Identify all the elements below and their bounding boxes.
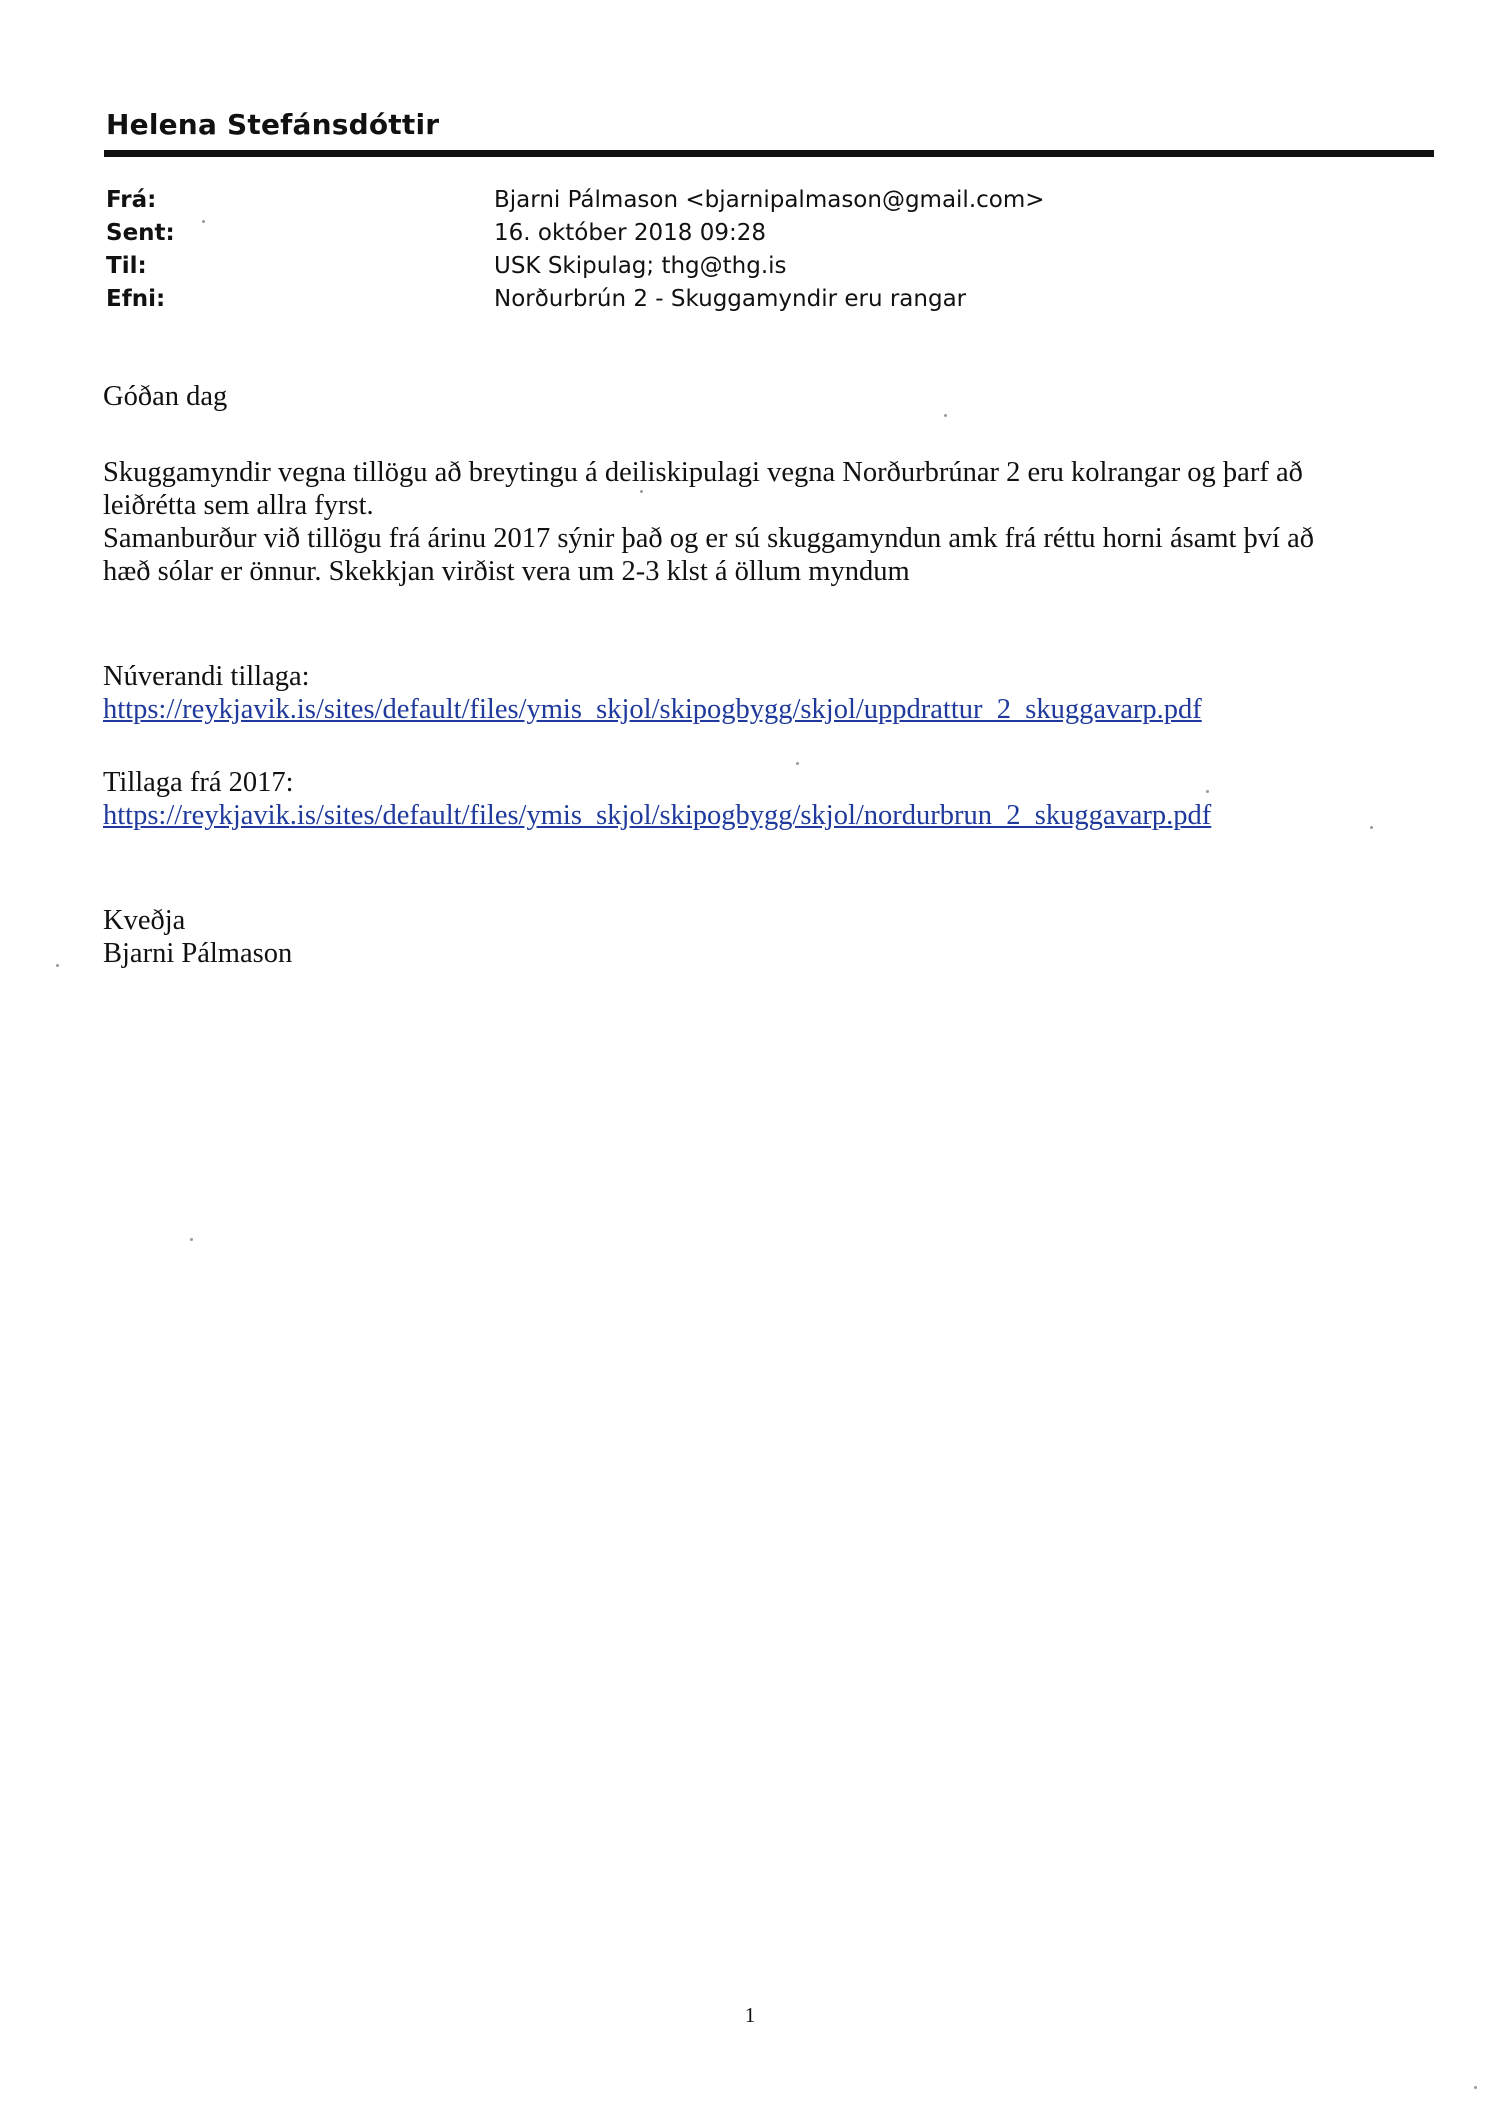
header-label-subject: Efni: [106,286,166,312]
header-row-from [106,184,1406,217]
signature: Bjarni Pálmason [103,938,293,969]
email-body [103,380,1423,970]
greeting: Góðan dag [103,381,228,412]
header-value-to: USK Skipulag; thg@thg.is [494,253,787,279]
header-label-sent: Sent: [106,220,175,246]
header-rule [104,150,1434,157]
page-number: 1 [744,2003,756,2027]
email-header-block [106,184,1406,316]
scan-speck [202,220,205,223]
scan-speck [1206,790,1209,793]
signoff: Kveðja [103,905,186,936]
scan-speck [796,762,799,765]
paragraph-2-line-1: Samanburður við tillögu frá árinu 2017 sýnir það og er sú skuggamyndun amk frá réttu horni ásamt því að [103,523,1314,554]
header-row-subject [106,283,1406,316]
scan-speck [1370,826,1373,829]
header-value-sent: 16. október 2018 09:28 [494,220,767,246]
header-row-to [106,250,1406,283]
scan-speck [1474,2086,1477,2089]
scan-speck [640,490,643,493]
header-label-to: Til: [106,253,147,279]
link-current-proposal[interactable]: https://reykjavik.is/sites/default/files/ymis_skjol/skipogbygg/skjol/uppdrattur_2_skuggavarp.pdf [103,694,1202,725]
mailbox-owner-name: Helena Stefánsdóttir [106,108,440,141]
scan-speck [56,964,59,967]
link-1-label: Núverandi tillaga: [103,661,310,692]
header-value-from: Bjarni Pálmason <bjarnipalmason@gmail.com> [494,187,1045,213]
paragraph-1-line-2: leiðrétta sem allra fyrst. [103,490,374,521]
header-label-from: Frá: [106,187,157,213]
link-2017-proposal[interactable]: https://reykjavik.is/sites/default/files/ymis_skjol/skipogbygg/skjol/nordurbrun_2_skuggavarp.pdf [103,800,1212,831]
paragraph-2-line-2: hæð sólar er önnur. Skekkjan virðist vera um 2-3 klst á öllum myndum [103,556,910,587]
scan-speck [190,1238,193,1241]
scan-speck [944,414,947,417]
paragraph-1-line-1: Skuggamyndir vegna tillögu að breytingu á deiliskipulagi vegna Norðurbrúnar 2 eru kolrangar og þarf að [103,457,1303,488]
link-2-label: Tillaga frá 2017: [103,767,294,798]
header-row-sent [106,217,1406,250]
header-value-subject: Norðurbrún 2 - Skuggamyndir eru rangar [494,286,967,312]
